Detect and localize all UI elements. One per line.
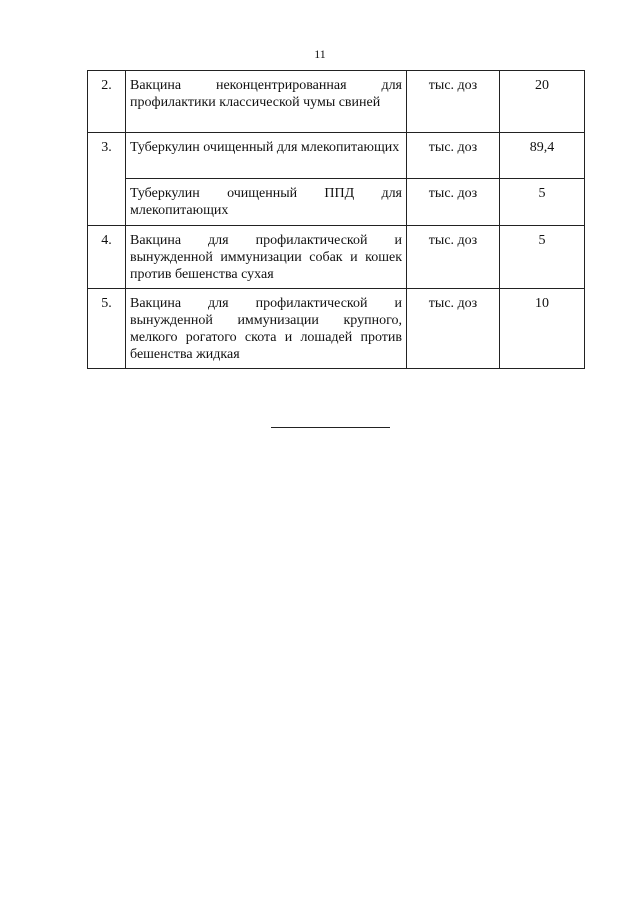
item-unit: тыс. доз bbox=[407, 179, 500, 226]
item-name: Вакцина неконцентрированная для профилактики классической чумы свиней bbox=[126, 71, 407, 133]
table-row bbox=[88, 289, 585, 369]
item-quantity: 20 bbox=[500, 71, 585, 133]
item-unit: тыс. доз bbox=[407, 289, 500, 369]
table-row bbox=[88, 133, 585, 179]
page-number: 11 bbox=[314, 47, 326, 61]
item-quantity: 89,4 bbox=[500, 133, 585, 179]
item-name: Туберкулин очищенный для млекопитающих bbox=[126, 133, 407, 179]
table-row bbox=[88, 179, 585, 226]
item-unit: тыс. доз bbox=[407, 71, 500, 133]
table-row bbox=[88, 226, 585, 289]
row-number: 3. bbox=[88, 133, 126, 226]
item-name: Вакцина для профилактической и вынужденной иммунизации крупного, мелкого рогатого скота и лошадей против бешенства жидкая bbox=[126, 289, 407, 369]
item-name: Вакцина для профилактической и вынужденной иммунизации собак и кошек против бешенства сухая bbox=[126, 226, 407, 289]
item-quantity: 10 bbox=[500, 289, 585, 369]
item-quantity: 5 bbox=[500, 226, 585, 289]
item-name: Туберкулин очищенный ППД для млекопитающих bbox=[126, 179, 407, 226]
row-number: 4. bbox=[88, 226, 126, 289]
table-row bbox=[88, 71, 585, 133]
item-unit: тыс. доз bbox=[407, 226, 500, 289]
row-number: 5. bbox=[88, 289, 126, 369]
item-unit: тыс. доз bbox=[407, 133, 500, 179]
closing-separator-line bbox=[271, 427, 390, 428]
item-quantity: 5 bbox=[500, 179, 585, 226]
row-number: 2. bbox=[88, 71, 126, 133]
vaccine-table bbox=[87, 70, 585, 369]
